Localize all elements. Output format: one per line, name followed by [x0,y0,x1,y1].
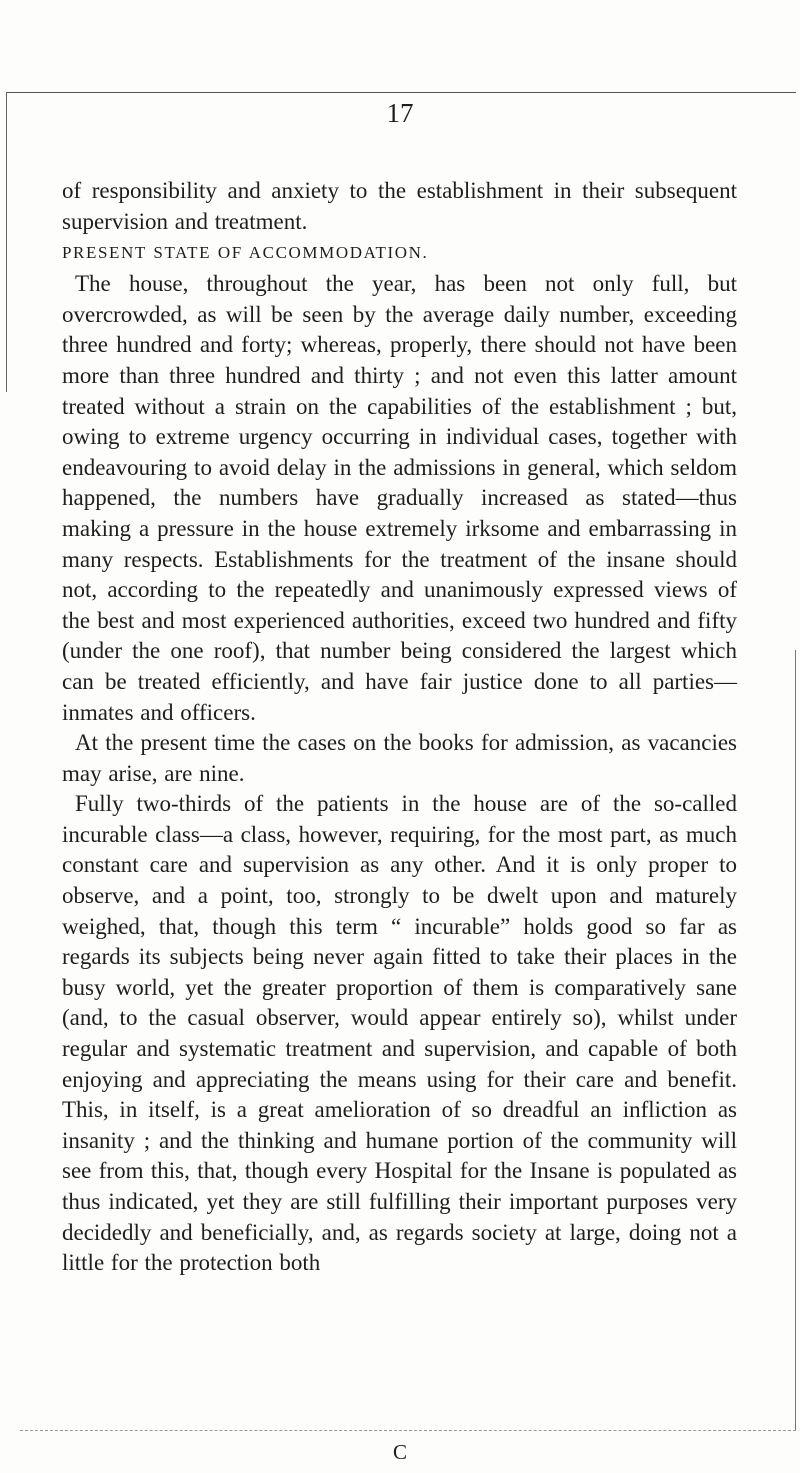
section-heading: PRESENT STATE OF ACCOMMODATION. [62,243,429,263]
paragraph: At the present time the cases on the books for admission, as vacancies may arise, are nine. [62,730,737,786]
body-text [62,176,737,1279]
left-edge-line [6,92,7,392]
page-number: 17 [386,98,414,128]
paragraph: The house, throughout the year, has been not only full, but overcrowded, as will be seen by the average daily number, exceeding three hundred and forty; whereas, properly, there should not have been more than three hundred and thirty ; and not even this latter amount treated without a strain on the capabilities of the establishment ; but, owing to extreme urgency occurring in individual cases, together with endeavouring to avoid delay in the admissions in general, which seldom happened, the numbers have gradually increased as stated—thus making a pressure in the house extremely irksome and embarrassing in many respects. Establishments for the treatment of the insane should not, according to the repeatedly and unanimously expressed views of the best and most experienced authorities, exceed two hundred and fifty (under the one roof), that number being considered the largest which can be treated efficiently, and have fair justice done to all parties—inmates and officers. [62,271,737,725]
signature-mark: C [392,1440,407,1464]
paragraph: Fully two-thirds of the patients in the house are of the so-called incurable class—a class, however, requiring, for the most part, as much constant care and supervision as any other. And it is only proper to observe, and a point, too, strongly to be dwelt upon and maturely weighed, that, though this term “ incurable” holds good so far as regards its subjects being never again fitted to take their places in the busy world, yet the greater proportion of them is comparatively sane (and, to the casual observer, would appear entirely so), whilst under regular and systematic treatment and supervision, and capable of both enjoying and appreciating the means using for their care and benefit. This, in itself, is a great amelioration of so dreadful an infliction as insanity ; and the thinking and humane portion of the community will see from this, that, though every Hospital for the Insane is populated as thus indicated, yet they are still fulfilling their important purposes very decidedly and beneficially, and, as regards society at large, doing not a little for the protection both [62,791,737,1276]
right-edge-line [795,650,796,1430]
opening-paragraph: of responsibility and anxiety to the establishment in their subsequent supervision and treatment. [62,178,737,234]
top-rule [6,92,796,93]
bottom-rule [20,1430,796,1431]
